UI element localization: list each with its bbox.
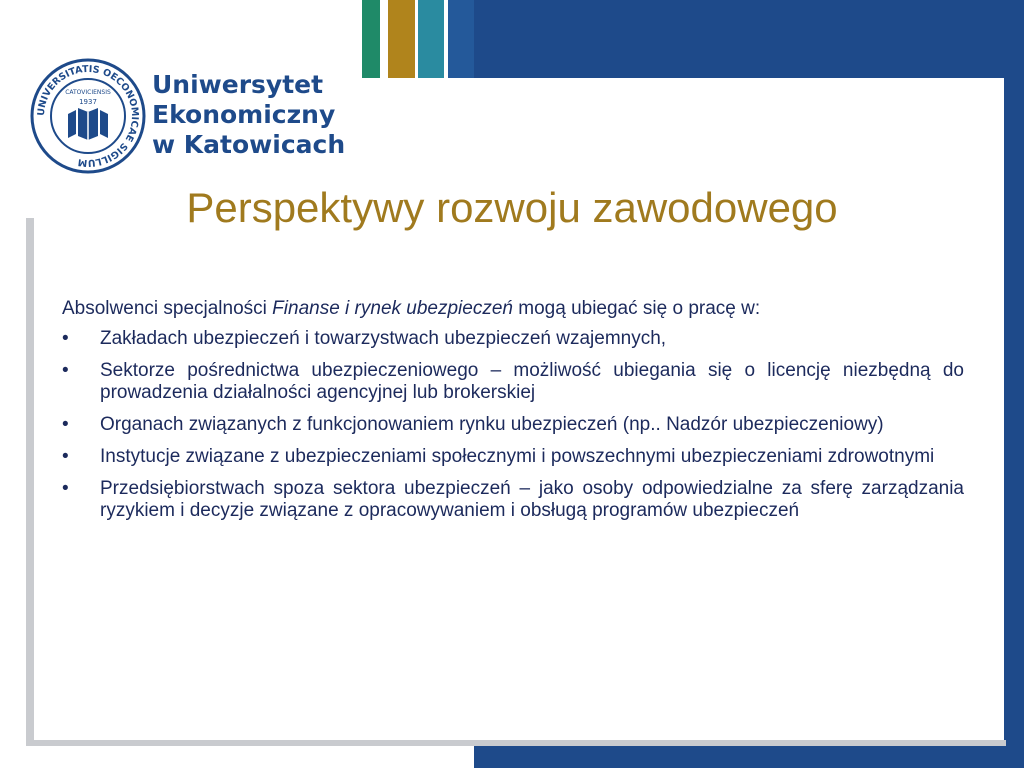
bullet-marker: • xyxy=(62,478,69,499)
list-item xyxy=(62,360,964,404)
university-name-line-1: Uniwersytet xyxy=(152,70,324,99)
list-item-text: Przedsiębiorstwach spoza sektora ubezpieczeń – jako osoby odpowiedzialne za sferę zarządzania ryzykiem i decyzje związane z opracowywaniem i obsługą programów ubezpieczeń xyxy=(100,478,964,521)
university-seal-icon xyxy=(28,56,148,176)
slide-content xyxy=(62,298,964,532)
list-item xyxy=(62,446,964,468)
university-name-line-3: w Katowicach xyxy=(152,130,346,159)
seal-ring-text: UNIVERSITATIS OECONOMICAE SIGILLUM xyxy=(35,63,141,169)
intro-paragraph xyxy=(62,298,964,320)
university-name xyxy=(152,70,345,160)
decor-band-blue xyxy=(448,0,474,80)
list-item xyxy=(62,414,964,436)
bullet-marker: • xyxy=(62,328,69,349)
bullet-list xyxy=(62,328,964,522)
panel-shadow-left xyxy=(26,218,34,740)
list-item xyxy=(62,328,964,350)
decor-band-gold xyxy=(388,0,415,80)
seal-inner-text: CATOVICIENSIS xyxy=(65,89,111,96)
panel-shadow-bottom xyxy=(26,740,1006,746)
bullet-marker: • xyxy=(62,414,69,435)
specialization-name: Finanse i rynek ubezpieczeń xyxy=(272,298,513,319)
list-item-text: Sektorze pośrednictwa ubezpieczeniowego – możliwość ubiegania się o licencję niezbędną do prowadzenia działalności agencyjnej lub brokerskiej xyxy=(100,360,964,403)
slide-title: Perspektywy rozwoju zawodowego xyxy=(186,184,838,231)
decor-band-green xyxy=(362,0,380,80)
intro-text-end: mogą ubiegać się o pracę w: xyxy=(512,298,761,319)
list-item xyxy=(62,478,964,522)
university-name-line-2: Ekonomiczny xyxy=(152,100,336,129)
bullet-marker: • xyxy=(62,360,69,381)
intro-text-start: Absolwenci specjalności xyxy=(62,298,273,319)
list-item-text: Zakładach ubezpieczeń i towarzystwach ubezpieczeń wzajemnych, xyxy=(100,328,667,349)
decor-band-teal xyxy=(418,0,444,80)
seal-year: 1937 xyxy=(79,98,97,106)
bullet-marker: • xyxy=(62,446,69,467)
list-item-text: Instytucje związane z ubezpieczeniami społecznymi i powszechnymi ubezpieczeniami zdrowotnymi xyxy=(100,446,935,467)
list-item-text: Organach związanych z funkcjonowaniem rynku ubezpieczeń (np.. Nadzór ubezpieczeniowy) xyxy=(100,414,884,435)
